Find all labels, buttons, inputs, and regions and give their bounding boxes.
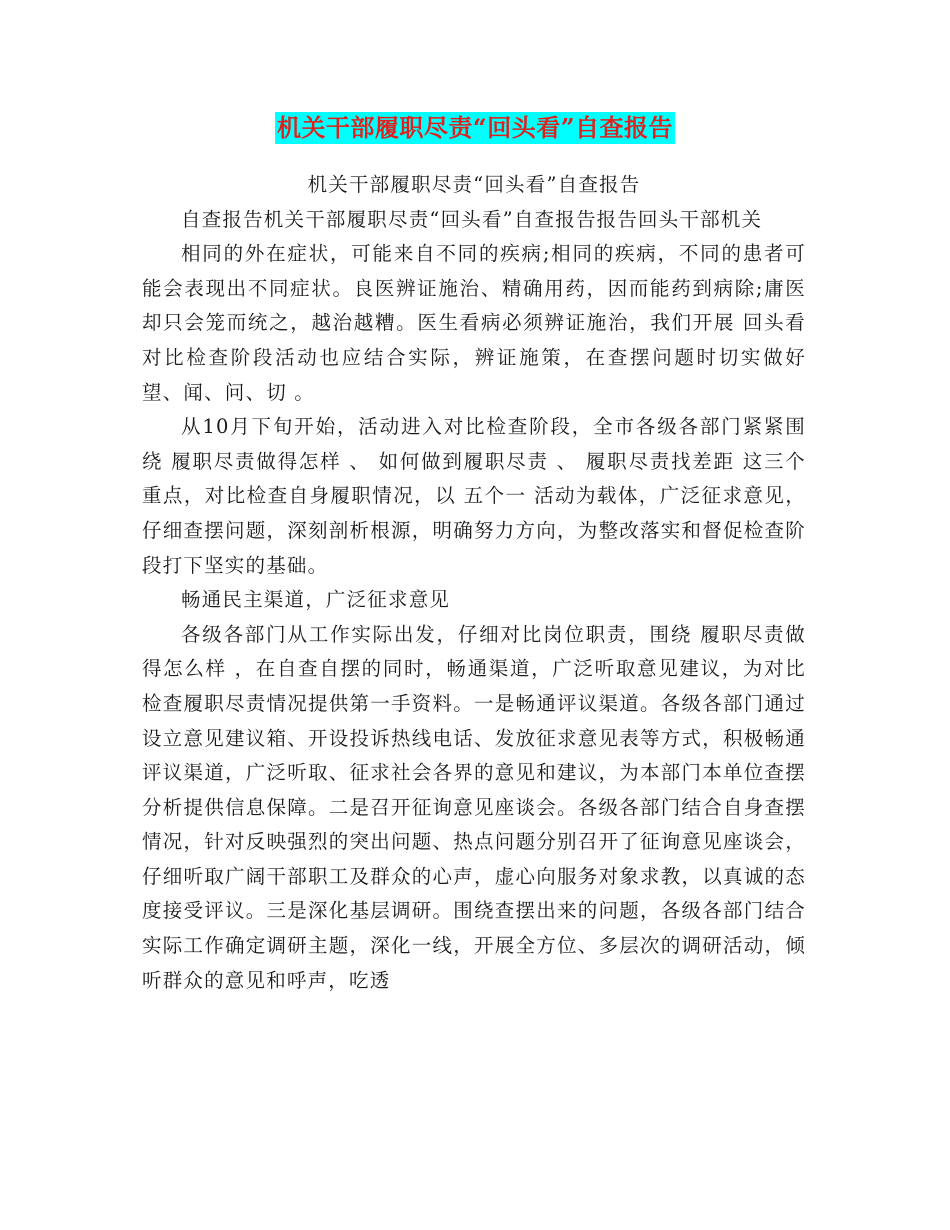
section-heading: 畅通民主渠道，广泛征求意见 [181, 588, 451, 612]
title-wrap [0, 112, 950, 144]
paragraph-stage: 从10月下旬开始，活动进入对比检查阶段，全市各级各部门紧紧围绕 履职尽责做得怎样 、 如何做到履职尽责 、 履职尽责找差距 这三个重点，对比检查自身履职情况，以 五个一 活动为载体，广泛征求意见，仔细查摆问题，深刻剖析根源，明确努力方向，为整改落实和督促检查阶段打下坚实的基础。 [142, 415, 806, 577]
document-title: 机关干部履职尽责“回头看”自查报告 [276, 113, 674, 142]
paragraph-channels: 各级各部门从工作实际出发，仔细对比岗位职责，围绕 履职尽责做得怎么样 ，在自查自摆的同时，畅通渠道，广泛听取意见建议，为对比检查履职尽责情况提供第一手资料。一是畅通评议渠道。各级各部门通过设立意见建议箱、开设投诉热线电话、发放征求意见表等方式，积极畅通评议渠道，广泛听取、征求社会各界的意见和建议，为本部门本单位查摆分析提供信息保障。二是召开征询意见座谈会。各级各部门结合自身查摆情况，针对反映强烈的突出问题、热点问题分别召开了征询意见座谈会，仔细听取广阔干部职工及群众的心声，虚心向服务对象求教，以真诚的态度接受评议。三是深化基层调研。围绕查摆出来的问题，各级各部门结合实际工作确定调研主题，深化一线，开展全方位、多层次的调研活动，倾听群众的意见和呼声，吃透 [142, 622, 806, 992]
document-subtitle: 机关干部履职尽责“回头看”自查报告 [307, 173, 641, 196]
paragraph-keywords: 自查报告机关干部履职尽责“回头看”自查报告报告回头干部机关 [181, 207, 763, 231]
paragraph-intro: 相同的外在症状，可能来自不同的疾病;相同的疾病，不同的患者可能会表现出不同症状。良医辨证施治、精确用药，因而能药到病除;庸医却只会笼而统之，越治越糟。医生看病必须辨证施治，我们开展 回头看 对比检查阶段活动也应结合实际，辨证施策，在查摆问题时切实做好 望、闻、问、切 。 [142, 242, 806, 404]
document-body [142, 168, 806, 998]
